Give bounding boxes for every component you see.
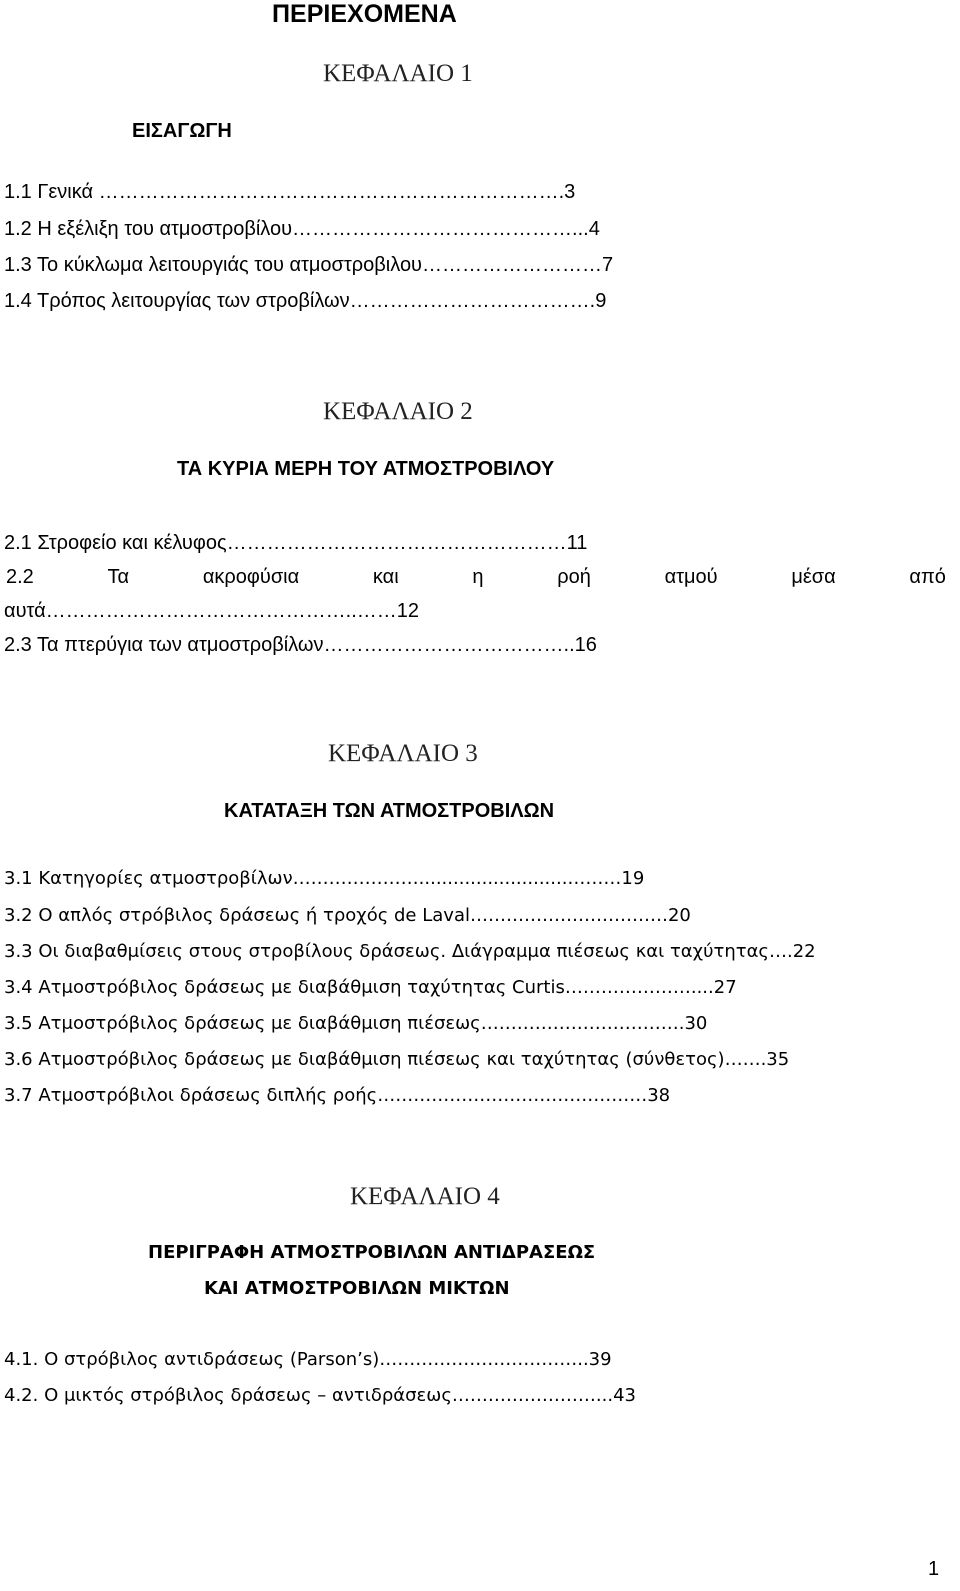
toc-entry: 3.6 Ατμοστρόβιλος δράσεως με διαβάθμιση πιέσεως και ταχύτητας (σύνθετος)…….35 [4, 1049, 790, 1070]
toc-entry: 3.5 Ατμοστρόβιλος δράσεως με διαβάθμιση πιέσεως…………………………….30 [4, 1013, 708, 1034]
toc-entry: 2.1 Στροφείο και κέλυφος……………………………………………11 [4, 532, 588, 554]
toc-entry: 1.1 Γενικά …………………………………………………………….3 [4, 181, 576, 203]
chapter-4-label: ΚΕΦΑΛΑΙΟ 4 [350, 1183, 500, 1210]
toc-entry: 2.3 Τα πτερύγια των ατμοστροβίλων………………………………..16 [4, 634, 597, 656]
toc-entry: 3.7 Ατμοστρόβιλοι δράσεως διπλής ροής………………………………………38 [4, 1085, 671, 1106]
toc-word: η [472, 566, 484, 588]
toc-entry: 1.2 Η εξέλιξη του ατμοστροβίλου……………………………………...4 [4, 218, 600, 240]
toc-entry-justified [6, 566, 946, 589]
toc-word: Τα [107, 566, 130, 588]
chapter-4-heading: ΚΑΙ ΑΤΜΟΣΤΡΟΒΙΛΩΝ ΜΙΚΤΩΝ [204, 1278, 510, 1299]
toc-entry-continuation: αυτά………………………………………..……12 [4, 600, 420, 622]
toc-word: ακροφύσια [202, 566, 300, 588]
toc-word: μέσα [791, 566, 836, 588]
chapter-2-label: ΚΕΦΑΛΑΙΟ 2 [323, 398, 473, 425]
toc-entry: 3.2 Ο απλός στρόβιλος δράσεως ή τροχός de Laval……………………………20 [4, 905, 691, 926]
toc-entry: 3.4 Ατμοστρόβιλος δράσεως με διαβάθμιση ταχύτητας Curtis…………………....27 [4, 977, 737, 998]
toc-entry: 4.1. Ο στρόβιλος αντιδράσεως (Parson’s)……………………………..39 [4, 1349, 612, 1370]
toc-word: 2.2 [6, 566, 34, 588]
chapter-3-heading: ΚΑΤΑΤΑΞΗ ΤΩΝ ΑΤΜΟΣΤΡΟΒΙΛΩΝ [224, 800, 555, 822]
chapter-1-label: ΚΕΦΑΛΑΙΟ 1 [323, 60, 473, 87]
toc-word: ατμού [664, 566, 718, 588]
page-number: 1 [928, 1558, 940, 1580]
toc-word: ροή [557, 566, 591, 588]
toc-entry: 4.2. Ο μικτός στρόβιλος δράσεως – αντιδράσεως……………………...43 [4, 1385, 636, 1406]
toc-word: και [372, 566, 399, 588]
toc-entry: 1.3 Το κύκλωμα λειτουργιάς του ατμοστροβιλου………………………7 [4, 254, 614, 276]
chapter-2-heading: ΤΑ ΚΥΡΙΑ ΜΕΡΗ ΤΟΥ ΑΤΜΟΣΤΡΟΒΙΛΟΥ [177, 458, 555, 480]
toc-entry: 3.3 Οι διαβαθμίσεις στους στροβίλους δράσεως. Διάγραμμα πιέσεως και ταχύτητας….22 [4, 941, 816, 962]
toc-word: από [909, 566, 946, 588]
chapter-4-heading: ΠΕΡΙΓΡΑΦΗ ΑΤΜΟΣΤΡΟΒΙΛΩΝ ΑΝΤΙΔΡΑΣΕΩΣ [148, 1242, 596, 1263]
chapter-3-label: ΚΕΦΑΛΑΙΟ 3 [328, 740, 478, 767]
toc-entry: 3.1 Κατηγορίες ατμοστροβίλων…………………..........................………19 [4, 868, 645, 889]
chapter-1-heading: ΕΙΣΑΓΩΓΗ [132, 120, 232, 142]
toc-entry: 1.4 Τρόπος λειτουργίας των στροβίλων……………………………….9 [4, 290, 607, 312]
page-title: ΠΕΡΙΕΧΟΜΕΝΑ [272, 0, 457, 28]
